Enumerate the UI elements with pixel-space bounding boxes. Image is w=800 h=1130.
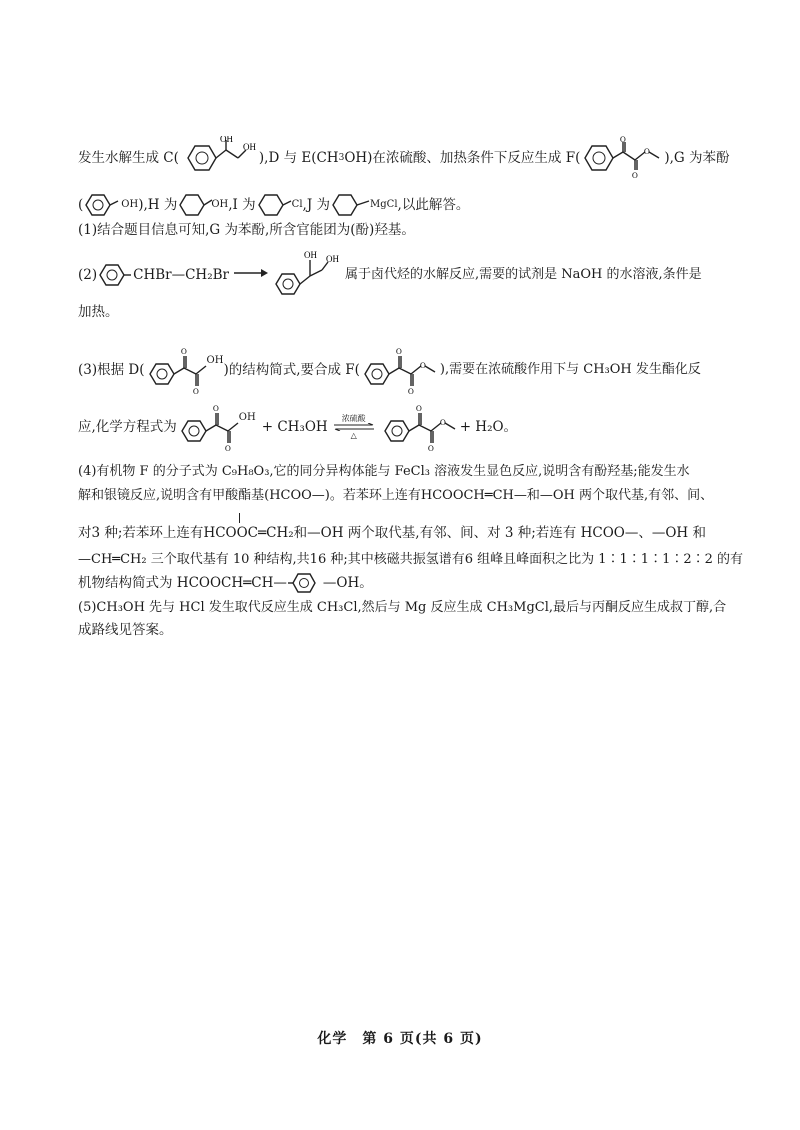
i-cl: Cl [291, 199, 303, 210]
phenol-oh: OH [121, 199, 139, 210]
svg-text:O: O [415, 404, 422, 413]
answer-5-line1 [78, 598, 728, 618]
answer-2-text: 属于卤代烃的水解反应,需要的试剂是 NaOH 的水溶液,条件是 [345, 267, 702, 282]
para1-text2b: OH)在浓硫酸、加热条件下反应生成 F( [344, 150, 581, 166]
structure-c-diol [180, 136, 258, 180]
svg-text:O: O [224, 444, 231, 453]
d-acid-oh: OH [206, 355, 224, 366]
answer-4-line3 [78, 518, 728, 548]
answer-4-text3a: 对3 种;若苯环上连有 [78, 525, 204, 541]
answer-3-equation [78, 400, 728, 454]
para1-text3: ),G 为苯酚 [664, 150, 730, 166]
structure-chlorocyclohexane [257, 190, 295, 220]
svg-text:OH: OH [242, 142, 256, 152]
answer-3-text4: 应,化学方程式为 [78, 419, 177, 435]
svg-text:O: O [644, 147, 651, 156]
structure-f-ester [581, 136, 663, 180]
svg-text:O: O [212, 404, 219, 413]
equation-plus-meoh: + CH₃OH [261, 419, 328, 435]
page-footer: 化学 第 6 页(共 6 页) [317, 1031, 483, 1047]
para1-line: 发生水解生成 C( OH OH ),D 与 E(CH 3 OH)在浓硫酸、加热条件下反应生成 F( O O O ),G 为苯酚 [78, 136, 730, 180]
answer-4-text3b: HCOOC═CH₂ [203, 525, 294, 541]
answer-1-text: (1)结合题目信息可知,G 为苯酚,所含官能团为(酚)羟基。 [78, 222, 415, 238]
answer-4-text3c: 和—OH 两个取代基,有邻、间、对 3 种;若连有 HCOO—、—OH 和 [293, 525, 706, 541]
answer-3-line [78, 344, 728, 396]
vinyl-ester-group [203, 523, 293, 543]
equation-product-f [381, 401, 459, 453]
equilibrium-arrow [332, 414, 376, 440]
condition-bottom: △ [350, 431, 357, 440]
structure-f-ester-2 [361, 344, 439, 396]
svg-text:O: O [419, 361, 426, 370]
answer-2-reactant: CHBr—CH₂Br [133, 267, 229, 283]
answer-4-text1: (4)有机物 F 的分子式为 C₉H₈O₃,它的同分异构体能与 FeCl₃ 溶液发生显色反应,说明含有酚羟基;能发生水 [78, 464, 690, 479]
svg-text:O: O [632, 171, 639, 180]
j-mgcl: MgCl [370, 199, 398, 210]
equation-plus-water: + H₂O。 [459, 419, 518, 435]
svg-text:O: O [407, 387, 414, 396]
answer-3-text1: (3)根据 D( [78, 362, 145, 378]
answer-2-text2: 加热。 [78, 304, 119, 320]
svg-text:O: O [620, 136, 627, 144]
h-oh: OH [211, 199, 229, 210]
svg-text:OH: OH [326, 254, 339, 264]
answer-5-text2: 成路线见答案。 [78, 622, 173, 638]
reaction-arrow-2 [233, 265, 269, 285]
answer-1 [78, 220, 728, 240]
answer-4-text4: —CH═CH₂ 三个取代基有 10 种结构,共16 种;其中核磁共振氢谱有6 组峰且峰面积之比为 1∶1∶1∶1∶2∶2 的有 [78, 552, 744, 567]
para1b-text2: ),H 为 [138, 197, 178, 213]
attachment-bond [239, 513, 240, 523]
svg-text:O: O [180, 347, 187, 356]
answer-4-text5b: —OH。 [322, 575, 373, 591]
answer-2-line [78, 248, 728, 302]
answer-3-text3: ),需要在浓硫酸作用下与 CH₃OH 发生酯化反 [439, 362, 701, 377]
svg-text:OH: OH [304, 250, 317, 260]
para1b-text1: ( [78, 197, 84, 213]
condition-top: 浓硫酸 [341, 414, 366, 423]
structure-diol-product [274, 248, 344, 302]
svg-text:OH: OH [219, 136, 233, 144]
answer-5-line2 [78, 620, 728, 640]
double-arrow-icon [332, 423, 376, 431]
structure-cyclohexyl-mgcl [331, 190, 371, 220]
answer-4-text5a: 机物结构简式为 HCOOCH═CH— [78, 575, 287, 591]
svg-text:O: O [439, 418, 446, 427]
para1b-line [78, 188, 728, 222]
structure-benzene-2 [98, 260, 132, 290]
svg-text:O: O [192, 387, 199, 396]
answer-4-line4 [78, 550, 744, 570]
para1b-text3: ,I 为 [228, 197, 256, 213]
answer-2-line2 [78, 302, 728, 322]
para1b-text5: ,以此解答。 [397, 197, 470, 213]
structure-para-phenol [288, 570, 322, 596]
answer-5-text1: (5)CH₃OH 先与 HCl 发生取代反应生成 CH₃Cl,然后与 Mg 反应生成 CH₃MgCl,最后与丙酮反应生成叔丁醇,合 [78, 600, 727, 615]
answer-2-label: (2) [78, 267, 98, 283]
svg-text:O: O [427, 444, 434, 453]
para1-text1: 发生水解生成 C( [78, 150, 179, 166]
answer-4-line5 [78, 570, 728, 596]
equation-d-oh: OH [238, 412, 256, 423]
answer-4-line1 [78, 462, 728, 482]
para1-text2: ),D 与 E(CH [258, 150, 339, 166]
para1b-text4: ,J 为 [302, 197, 331, 213]
answer-4-text2: 解和银镜反应,说明含有甲酸酯基(HCOO—)。若苯环上连有HCOOCH═CH—和—OH 两个取代基,有邻、间、 [78, 488, 714, 503]
answer-4-line2 [78, 486, 728, 506]
answer-3-text2: )的结构简式,要合成 F( [223, 362, 360, 378]
svg-text:O: O [395, 347, 402, 356]
